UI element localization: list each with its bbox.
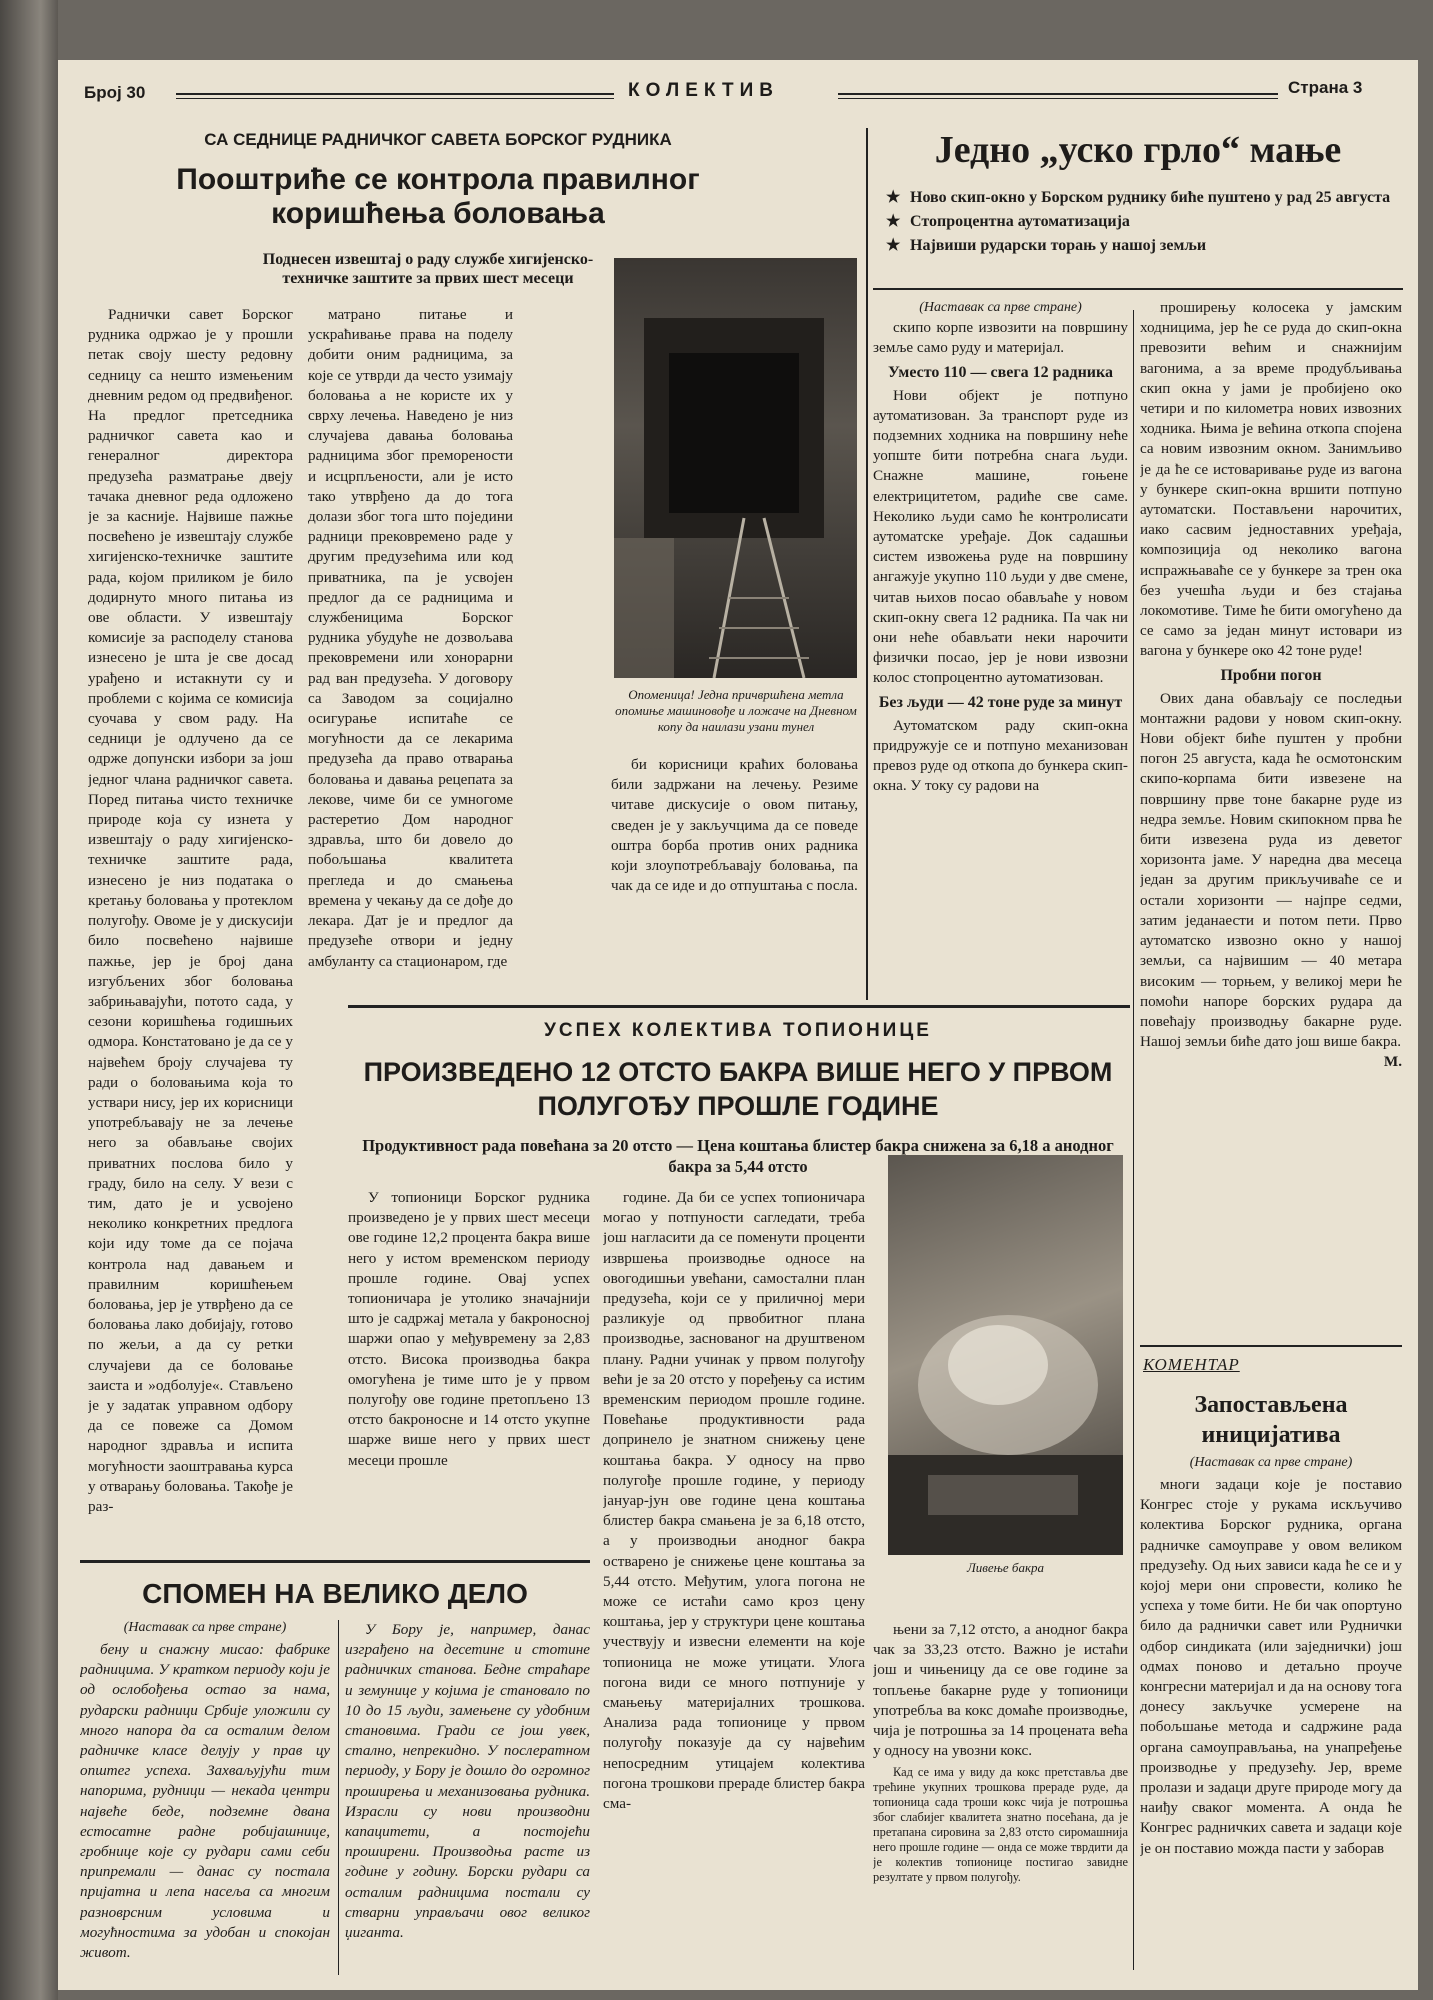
art2-col2a: проширењу колосека у јамским ходницима, јер ће се руда до скип-окна превозити већим и снажнијим вагонима, а за време продубљивања скип окна у јами је пробијено око четири и по километра нових извозних ходника. Њима је већина откопа спојена са новим извозним окном. Занимљиво је да ће се истоваривање руде из вагона у бункере скип-окна вршити потпуно аутоматски. Постављени нарочитих, иако сасвим једноставних уређаја, композиција од неколико вагона испражњаваће се у бункере за трен ока без учешћа људи и без стајања локомотиве. Тиме ће бити омогућено да се само за један минут истовари из вагона у бункере око 42 тоне руде! (1140, 299, 1402, 660)
art4-col2-text: У Бору је, например, данас изграђено на десетине и стотине радничких станова. Бедне страћаре и земунице у којима је становало по 10 до 15 људи, замењене су удобним становима. Гради се још увек, стално, непрекидно. У послератном периоду, у Бору је дошло до огромног проширења и механизовања рудника. Изрaсли су нови производни капацитети, а постојећи проширени. Производња расте из године у годину. Борски рудари са осталим радницима постали су стварни управљачи овог великог џиганта. (345, 1621, 590, 1942)
art3-photo (888, 1155, 1123, 1555)
art1-column-2 (308, 305, 513, 1025)
art2-col2b: Ових дана обављају се последњи монтажни радови у новом скип-окну. Нови објект биће пуштен у пробни погон 25 августа, када ће осмотонским скипо-корпама бити извезене на површину прве тоне бакарне руде из недра земље. Новим скипокном прва ће бити извезена руда из деветог хоризонта јаме. У наредна два месеца један за другим прикључиваће се и остали хоризонти — најпре седми, затим једанаести и потом пети. Прво аутоматско извозно окно у нашој земљи, са највишим — 40 метара високим — торњем, у великој мери ће помоћи напоре борских рудара да повећају производњу бакарне руде. Нашој земљи биће дато још више бакра. (1140, 689, 1402, 1051)
art5-continued: (Наставак са прве стране) (1189, 1455, 1353, 1470)
art3-col1-text: У топионици Борског рудника произведено је у првих шест месеци ове године 12,2 процента бакра више него у истом временском периоду прошле године. Овај успех топионичара је утолико значајнији што је садржај метала у бакроносној шаржи опао у међувремену за 2,83 отсто. Висока производња бакра омогућена је тиме што је у првом полугођу ове године претопљено 13 отсто бакроносне и 14 отсто укупне шарже више него у првих шест месеци прошле (348, 1189, 590, 1469)
art2-col1b: Нови објект је потпуно аутоматизован. За транспорт руде из подземних ходника на површину неће уопште бити потребна снага људи. Снажне машине, гоњене електрицитетом, радиће све саме. Неколико људи само ће контролисати аутоматске уређаје. Док садашњи систем извожења руде на површину ангажује укупно 110 људи у две смене, читав њихов посао обављаће у новом скип-окну свега 12 радника. Па чак ни они неће обављати неки нарочити физички посао, јер је нови извозни колос стопроцентно аутоматизован. (873, 386, 1128, 687)
art4-top-rule (80, 1560, 590, 1563)
copper-casting-photo-graphic (888, 1155, 1123, 1555)
art2-column-1 (873, 298, 1128, 998)
star-icon: ★ (886, 189, 901, 206)
issue-number: Број 30 (84, 83, 146, 102)
art3-column-2 (603, 1188, 865, 1978)
art2-headline: Једно „уско грло“ мање (934, 129, 1342, 171)
art2-bullets (886, 188, 1406, 260)
art1-photo-caption: Опоменица! Једна причвршћена метла опомиње машиновође и ложаче на Дневном копу да наилази узани тунел (615, 687, 857, 734)
art1-deck: Поднесен извештај о раду службе хигијенско-техничке заштите за првих шест месеци (262, 251, 594, 287)
art2-column-2 (1140, 298, 1402, 1338)
art1-kicker: СА СЕДНИЦЕ РАДНИЧКОГ САВЕТА БОРСКОГ РУДНИКА (204, 130, 672, 149)
art3-column-1 (348, 1188, 590, 1578)
art3-kicker: УСПЕХ КОЛЕКТИВА ТОПИОНИЦЕ (544, 1020, 932, 1041)
page-number: Страна 3 (1288, 78, 1363, 97)
art3-top-rule (348, 1005, 1130, 1008)
art5-headline: Запостављена иницијатива (1194, 1392, 1348, 1448)
star-icon: ★ (886, 213, 901, 230)
art4-headline: СПОМЕН НА ВЕЛИКО ДЕЛО (142, 1578, 528, 1609)
binding-edge (0, 0, 58, 2000)
star-icon: ★ (886, 237, 901, 254)
art2-bullet: ★ Ново скип-окно у Борском руднику биће пуштено у рад 25 августа (886, 189, 1391, 206)
art2-signature: М. (1383, 1053, 1402, 1071)
divider-vertical-1 (866, 128, 868, 1000)
art4-col1-text: бену и снажну мисао: фабрике радницима. У кратком периоду који је од ослобођења остао за нама, рударски радници Србије уложили су много напора да са осталим делом радничке класе делују у прав цу општег успеха. Захваљујући тим напорима, рудници — некада центри највеће беде, подземне двана естосатне радне робијашнице, гробнице које су рудари сами себи припремали — данас су постала пријатна и лепа насеља са многим разноврсним условима и могућностима за удобан и спокојан живот. (80, 1641, 330, 1962)
art2-continued: (Наставак са прве стране) (919, 300, 1082, 315)
masthead-rule-right-thin (838, 98, 1278, 99)
art4-column-2 (345, 1620, 590, 1980)
masthead-rule-left-thin (176, 98, 614, 99)
art2-bullet: ★ Стопроцентна аутоматизација (886, 213, 1130, 230)
art2-subhead-3: Пробни погон (1220, 666, 1322, 684)
masthead-rule-right (838, 93, 1278, 95)
art3-col3-text: њени за 7,12 отсто, а анодног бакра чак за 33,23 отсто. Важно је истаћи још и чињеницу да се ове године за топљење бакарне руде у топионици употребља ва кокс домаће производње, чија је потрошња за 14 процената већа у односу на увозни кокс. (873, 1621, 1128, 1760)
art3-col3-small-text: Кад се има у виду да кокс претставља две трећине укупних трошкова прераде руде, да топионица сада троши кокс чија је потрошња због слабијег квалитета знатно посећана, да је претапана сировина за 2,83 отсто сиромашнија него прошле године — онда се може тврдити да је колектив топионице постигао завидне резултате у првом полугођу. (873, 1765, 1128, 1885)
divider-vertical-2 (1133, 310, 1134, 1970)
art3-column-3 (873, 1620, 1128, 1980)
art1-column-1 (88, 305, 293, 1800)
art3-photo-caption: Ливење бакра (966, 1560, 1045, 1575)
art4-column-1 (80, 1640, 330, 1980)
masthead-rule-left (176, 93, 614, 95)
art5-body-text: многи задаци које је поставио Конгрес стоје у рукама искључиво колектива Борског рудника, органа радничке самоуправе у овом великом предузећу. Од њих зависи када ће се и у којој мери они спровести, колико ће успеха у томе бити. Не би чак опортуно било да раднички савет или Руднички одбор синдиката (или заједнички) још одмах поново и детаљно проуче конгресни материјал и да на основу тога донесу закључке усмерене на побољшање метода и садржине рада органа самоуправљања, на унапређење производње у предузећу. Јер, време пролази и задаци друге природе могу да наиђу сваког момента. А онда ће Конгрес радничких савета и задаци које је он поставио можда пасти у заборав (1140, 1476, 1402, 1857)
art4-column-divider (338, 1620, 339, 1975)
art5-label: КОМЕНТАР (1143, 1355, 1240, 1374)
art1-col2-text: матрано питање и ускраћивање права на поделу добити оним радницима, за које се утврди да често узимају боловања а не користе их у сврху лечења. Наведено је низ случајева давања боловања радницима због преморености и исцрпљености, али је исто тако утврђено да до тога долази због тога што поједини радници прековремено раде у другим предузећима или код приватника, па је усвојен предлог да се радницима и службеницима Борског рудника убудуће не дозвољава прековремени или хонорарни рад ван предузећа. У договору са Заводом за социјално осигурање испитаће се могућности да се лекарима предузећа да право отварања боловања и давања рецепата за лекове, чиме би се умногоме растеретио Дом народног здравља, што би довело до побољшања квалитета прегледа и до смањења времена у чекању да се дође до лекара. Дат је и предлог да предузеће отвори и једну амбуланту са стационаром, где (308, 306, 513, 970)
art3-headline: ПРОИЗВЕДЕНО 12 ОТСТО БАКРА ВИШЕ НЕГО У ПРВОМ ПОЛУГОЂУ ПРОШЛЕ ГОДИНЕ (363, 1057, 1113, 1121)
art1-column-3 (611, 755, 858, 1000)
art4-continued: (Наставак са прве стране) (123, 1620, 287, 1635)
tunnel-photo-graphic (614, 258, 857, 678)
art1-photo (614, 258, 857, 678)
art5-body (1140, 1475, 1402, 1980)
art5-top-rule (1140, 1345, 1402, 1347)
newspaper-page (58, 60, 1418, 1990)
paper-title: КОЛЕКТИВ (628, 80, 779, 101)
art1-col3-text: би корисници краћих боловања били задржани на лечењу. Резиме читаве дискусије о овом питању, сведен је у закључцима да се поведе оштра борба против оних радника који злоупотребљавају боловања, па чак да се иде и до отпуштања с посла. (611, 756, 858, 895)
art3-col2-text: године. Да би се успех топионичара могао у потпуности сагледати, треба још нагласити да се поменути проценти извршења производње односе на овогодишњи увећани, самостални план предузећа, који се у приличној мери разликује од првобитног плана производње, заснованог на друштвеном плану. Радни учинак у првом полугођу већи је за 20 отсто у поређењу са истим временским периодом прошле године. Повећање продуктивности рада допринело је знатном снижењу цене коштања бакра. У односу на прво полугође прошле године, у периоду јануар-јун ове године цена коштања блистер бакра смањена је за 6,18 отсто, а у производњи анодног бакра остварено је снижење цене коштања за 5,44 отсто. Међутим, улога погона не може се истаћи само кроз цену коштања, јер у структури цене коштања учествују и извесни елементи на које топионица не може утицати. Улога погона види се много потпуније у смањењу материјалних трошкова. Анализа рада топионице у првом полугођу показује да су највећим непосредним утицајем колектива погона трошкови прераде блистер бакра сма- (603, 1189, 865, 1813)
art2-top-rule (873, 288, 1403, 290)
art2-subhead-2: Без људи — 42 тоне руде за минут (878, 693, 1123, 711)
art1-col1-text: Раднички савет Борског рудника одржао је у прошли петак своју шесту редовну седницу са нешто измењеним дневним редом од предвиђеног. На предлог претседника радничког савета као и генералног директора предузећа разматрање двеју тачака дневног реда одложено је за касније. Највише пажње посвећено је извештају службе хигијенско-техничке заштите рада, којом приликом је било додирнуто много питања из ове области. У извештају комисије за расподелу станова изнесено је шта је све досад урађено и истакнути су и проблеми с којима се комисија суочава у свом раду. На седници је одлучено да се одрже допунски избори за још једног члана радничког савета. Поред питања чисто техничке природе која су изнета у извештају о раду хигијенско-техничке заштите рада, изнесено је низ података о кретању боловања у протеклом полугођу. Овоме је у дискусији било посвећено највише пажње, јер је број дана изгубљених због боловања забрињавајући, потото сада, у сезони коришћења годишњих одмора. Констатовано је да се у највећем броју случајева ту ради о боловањима која то уствари нису, јер их корисници употребљавају не за лечење него за обављање својих приватних послова било у граду, било на селу. У вези с тим, дато је и усвојено неколико конкретних предлога који иду томе да се појача контрола над давањем и правилним коришћењем боловања, јер је утврђено да се боловања лако добијају, готово по жељи, а да су ретки случајеви да се боловање заиста и »одболује«. Стављено је у задатак управном одбору да се повеже са Домом народног здравља и испита могућности заоштравања курса у отварању боловања. Такође је раз- (88, 306, 293, 1515)
art1-headline: Пооштриће се контрола правилног коришћења боловања (176, 163, 700, 230)
art3-deck: Продуктивност рада повећана за 20 отсто — Цена коштања блистер бакра снижена за 6,18 а анодног бакра за 5,44 отсто (362, 1136, 1114, 1176)
art2-bullet: ★ Највиши рударски торањ у нашој земљи (886, 237, 1207, 254)
art2-subhead-1: Уместо 110 — свега 12 радника (887, 363, 1113, 381)
art2-col1a: скипо корпе извозити на површину земље само руду и материјал. (873, 319, 1128, 357)
art2-col1c: Аутоматском раду скип-окна придружује се и потпуно механизован превоз руде од откопа до бункера скип-окна. У току су радови на (873, 716, 1128, 795)
